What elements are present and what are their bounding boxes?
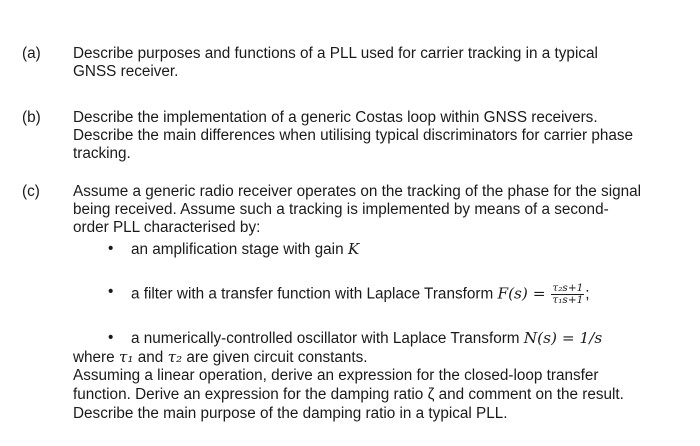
question-label: (a) xyxy=(22,45,41,62)
question-text xyxy=(73,183,683,237)
question-text xyxy=(73,109,683,163)
punctuation: ; xyxy=(585,285,590,303)
fraction-denominator: τ₁s+1 xyxy=(552,294,584,306)
math-expression: F(s) = xyxy=(497,284,551,303)
bullet-icon: • xyxy=(108,329,114,346)
bullet-icon: • xyxy=(108,283,114,300)
bullet-content xyxy=(131,240,359,259)
fraction-numerator: τ₂s+1 xyxy=(552,282,584,294)
text-line: Describe the main differences when utilising typical discriminators for carrier phase xyxy=(73,127,633,144)
math-expression: N(s) = 1/s xyxy=(523,329,603,347)
text-line: GNSS receiver. xyxy=(73,63,179,80)
text-line: Assuming a linear operation, derive an expression for the closed-loop transfer xyxy=(73,367,599,384)
question-label: (b) xyxy=(22,109,41,126)
text-line: order PLL characterised by: xyxy=(73,219,261,236)
text-line: being received. Assume such a tracking is implemented by means of a second- xyxy=(73,201,609,218)
text-line: function. Derive an expression for the damping ratio ζ and comment on the result. xyxy=(73,386,624,403)
question-text xyxy=(73,45,683,81)
text-line: Describe the implementation of a generic Costas loop within GNSS receivers. xyxy=(73,109,598,126)
math-symbol: K xyxy=(347,240,360,258)
text: are given circuit constants. xyxy=(182,349,368,366)
text: and xyxy=(133,349,168,366)
text: where xyxy=(73,349,119,366)
text-line: tracking. xyxy=(73,145,131,162)
bullet-content xyxy=(131,329,602,348)
bullet-text: a numerically-controlled oscillator with Laplace Transform xyxy=(131,330,524,347)
text-line: Describe the main purpose of the damping ratio in a typical PLL. xyxy=(73,405,508,422)
bullet-text: an amplification stage with gain xyxy=(131,241,348,258)
bullet-icon: • xyxy=(108,240,114,257)
bullet-text: a filter with a transfer function with Laplace Transform xyxy=(131,285,498,303)
math-symbol: τ₁ xyxy=(118,348,134,366)
math-symbol: τ₂ xyxy=(167,348,183,366)
text-line: Describe purposes and functions of a PLL used for carrier tracking in a typical xyxy=(73,45,598,62)
constants-line xyxy=(73,348,368,367)
fraction xyxy=(551,283,584,306)
bullet-content xyxy=(131,283,590,306)
text-line: Assume a generic radio receiver operates on the tracking of the phase for the signal xyxy=(73,183,642,200)
question-label: (c) xyxy=(22,183,40,200)
